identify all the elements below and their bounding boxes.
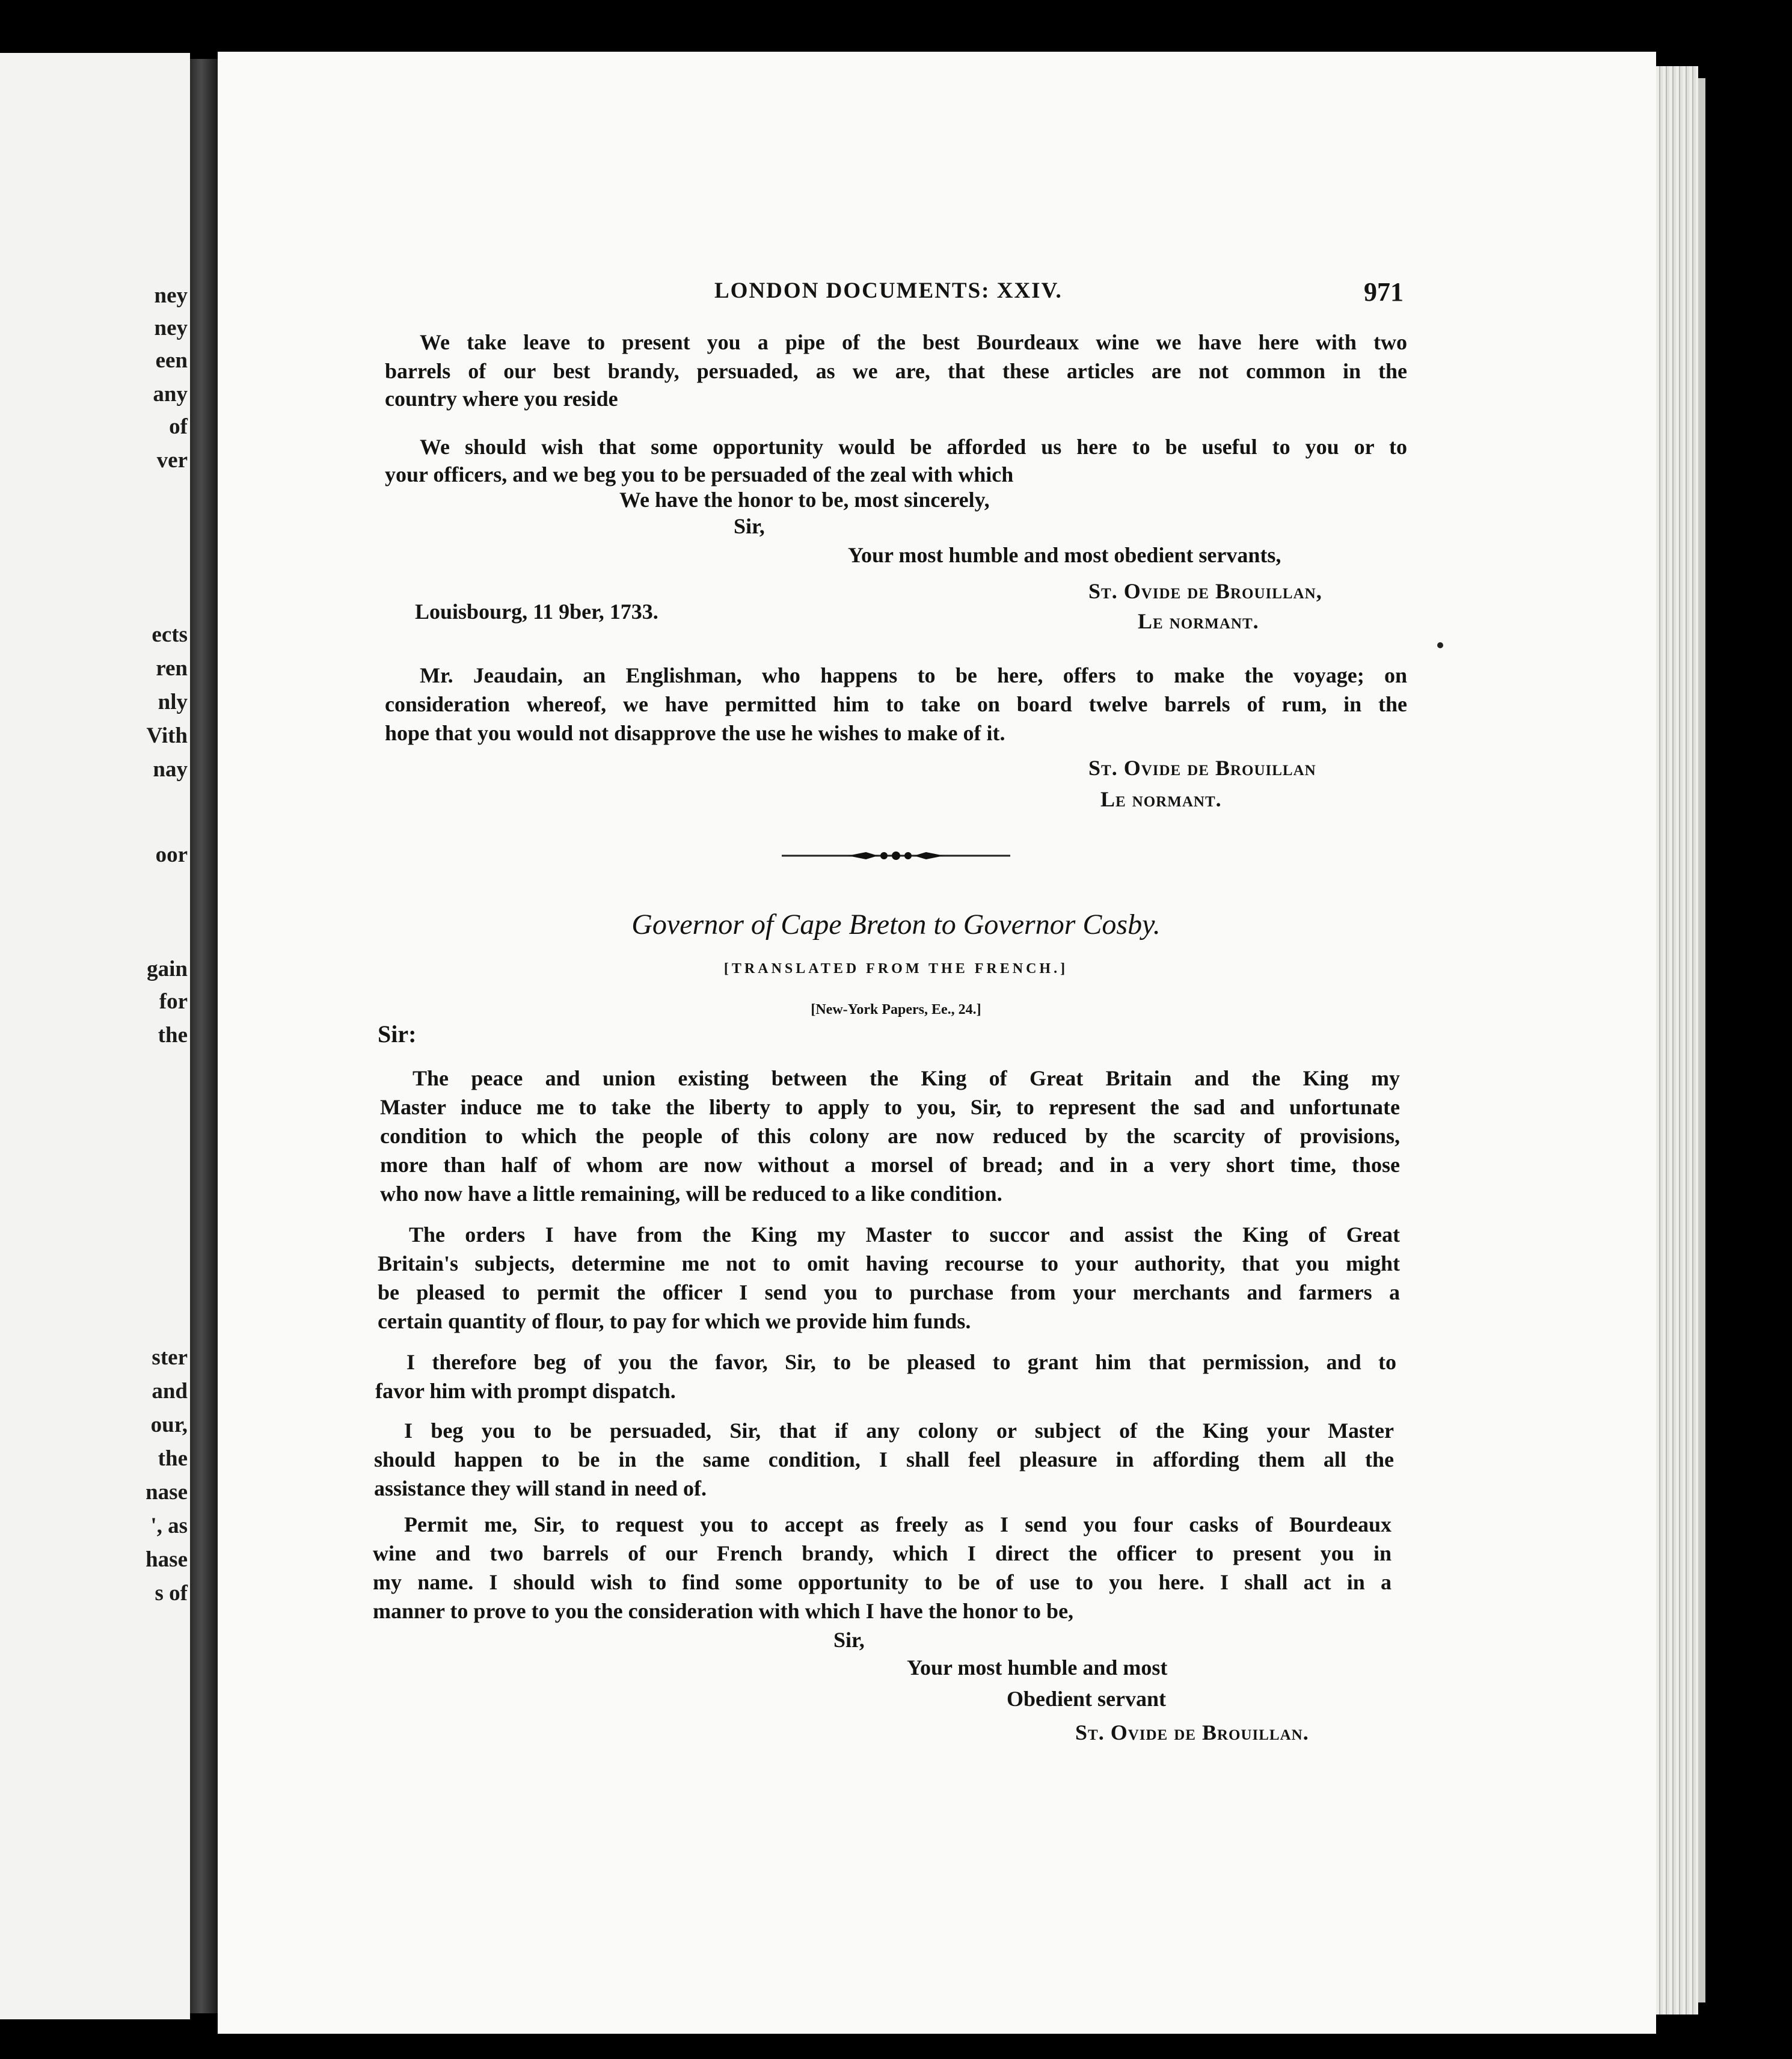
letter1-p1-line2: barrels of our best brandy, persuaded, as we are, that these articles are not common in the bbox=[385, 359, 1407, 383]
letter2-p1-line4: more than half of whom are now without a morsel of bread; and in a very short time, those bbox=[380, 1153, 1400, 1177]
left-page-word-fragment: for bbox=[159, 989, 188, 1014]
letter1-place-date: Louisbourg, 11 9ber, 1733. bbox=[415, 600, 658, 624]
letter2-p1-line1: The peace and union existing between the King of Great Britain and the King my bbox=[413, 1066, 1400, 1090]
letter2-closing3: Obedient servant bbox=[1007, 1687, 1166, 1711]
letter1-closing2: Sir, bbox=[734, 514, 765, 538]
letter2-p2-line3: be pleased to permit the officer I send you to purchase from your merchants and farmers a bbox=[378, 1280, 1400, 1304]
left-page-word-fragment: of bbox=[169, 414, 188, 439]
letter1-p2-line1: We should wish that some opportunity would be afforded us here to be useful to you or to bbox=[420, 435, 1407, 459]
left-page-word-fragment: ver bbox=[156, 448, 188, 473]
left-page-word-fragment: oor bbox=[155, 842, 188, 867]
letter2-p4-line3: assistance they will stand in need of. bbox=[374, 1476, 707, 1500]
running-head: LONDON DOCUMENTS: XXIV. bbox=[714, 278, 1063, 303]
page-edges bbox=[1656, 66, 1698, 2015]
letter2-p5-line3: my name. I should wish to find some opportunity to be of use to you here. I shall act in a bbox=[373, 1570, 1392, 1594]
left-page-word-fragment: and bbox=[152, 1379, 188, 1404]
letter1-closing1: We have the honor to be, most sincerely, bbox=[619, 488, 990, 512]
letter1-ps-line3: hope that you would not disapprove the use he wishes to make of it. bbox=[385, 721, 1005, 745]
letter2-closing1: Sir, bbox=[833, 1628, 865, 1652]
letter2-p4-line1: I beg you to be persuaded, Sir, that if any colony or subject of the King your Master bbox=[404, 1419, 1394, 1443]
left-page-word-fragment: s of bbox=[155, 1581, 188, 1606]
letter2-salutation: Sir: bbox=[378, 1020, 417, 1048]
left-page-word-fragment: ren bbox=[156, 656, 188, 681]
left-page-word-fragment: nly bbox=[158, 690, 188, 714]
scan-speck bbox=[1437, 642, 1443, 648]
left-page-word-fragment: ects bbox=[152, 622, 188, 647]
left-page-word-fragment: hase bbox=[146, 1547, 188, 1572]
left-page-word-fragment: the bbox=[158, 1446, 188, 1471]
page-number: 971 bbox=[1364, 277, 1404, 307]
letter2-p1-line5: who now have a little remaining, will be reduced to a like condition. bbox=[380, 1182, 1002, 1206]
left-page-word-fragment: our, bbox=[150, 1413, 188, 1437]
letter2-p5-line2: wine and two barrels of our French brandy, which I direct the officer to present you in bbox=[373, 1541, 1392, 1565]
letter1-ps-line2: consideration whereof, we have permitted him to take on board twelve barrels of rum, in the bbox=[385, 692, 1407, 716]
letter1-signer2: Le normant. bbox=[1138, 609, 1259, 633]
letter2-signer: St. Ovide de Brouillan. bbox=[1075, 1720, 1309, 1744]
left-page-word-fragment: ney bbox=[154, 283, 188, 308]
letter1-ps-signer1: St. Ovide de Brouillan bbox=[1088, 756, 1316, 780]
left-page-fragment bbox=[0, 53, 190, 2019]
left-page-word-fragment: nay bbox=[153, 757, 188, 782]
left-page-word-fragment: ney bbox=[154, 316, 188, 340]
book-gutter bbox=[190, 59, 218, 2013]
letter1-p1-line3: country where you reside bbox=[385, 387, 618, 411]
letter1-signer1: St. Ovide de Brouillan, bbox=[1088, 579, 1322, 603]
letter2-p2-line2: Britain's subjects, determine me not to omit having recourse to your authority, that you might bbox=[378, 1251, 1400, 1275]
left-page-word-fragment: Vith bbox=[146, 723, 188, 748]
letter1-closing3: Your most humble and most obedient servants, bbox=[848, 543, 1281, 567]
letter2-p5-line4: manner to prove to you the consideration with which I have the honor to be, bbox=[373, 1599, 1074, 1623]
letter1-p2-line2: your officers, and we beg you to be persuaded of the zeal with which bbox=[385, 462, 1014, 486]
left-page-word-fragment: een bbox=[155, 348, 188, 373]
letter2-translated-note: [TRANSLATED FROM THE FRENCH.] bbox=[723, 961, 1069, 977]
letter2-p3-line1: I therefore beg of you the favor, Sir, to be pleased to grant him that permission, and to bbox=[407, 1350, 1396, 1374]
left-page-word-fragment: ', as bbox=[150, 1514, 188, 1538]
letter2-p2-line4: certain quantity of flour, to pay for which we provide him funds. bbox=[378, 1309, 971, 1333]
letter1-ps-signer2: Le normant. bbox=[1100, 787, 1222, 811]
letter2-p5-line1: Permit me, Sir, to request you to accept as freely as I send you four casks of Bourdeaux bbox=[404, 1512, 1392, 1536]
left-page-word-fragment: nase bbox=[146, 1480, 188, 1505]
letter2-title: Governor of Cape Breton to Governor Cosby. bbox=[631, 909, 1161, 941]
letter2-p2-line1: The orders I have from the King my Master to succor and assist the King of Great bbox=[409, 1223, 1400, 1247]
letter2-closing2: Your most humble and most bbox=[907, 1655, 1168, 1680]
letter2-p1-line2: Master induce me to take the liberty to apply to you, Sir, to represent the sad and unfortunate bbox=[380, 1095, 1400, 1119]
letter2-p1-line3: condition to which the people of this colony are now reduced by the scarcity of provisions, bbox=[380, 1124, 1400, 1148]
letter1-ps-line1: Mr. Jeaudain, an Englishman, who happens to be here, offers to make the voyage; on bbox=[420, 663, 1407, 687]
letter2-source: [New-York Papers, Ee., 24.] bbox=[811, 1002, 981, 1017]
left-page-word-fragment: gain bbox=[147, 957, 188, 981]
letter1-p1-line1: We take leave to present you a pipe of the best Bourdeaux wine we have here with two bbox=[420, 330, 1407, 354]
letter2-p3-line2: favor him with prompt dispatch. bbox=[375, 1379, 676, 1403]
section-divider bbox=[782, 847, 1010, 865]
letter2-p4-line2: should happen to be in the same condition, I shall feel pleasure in affording them all the bbox=[374, 1447, 1394, 1471]
left-page-word-fragment: ster bbox=[152, 1345, 188, 1370]
left-page-word-fragment: the bbox=[158, 1023, 188, 1048]
left-page-word-fragment: any bbox=[153, 382, 188, 407]
